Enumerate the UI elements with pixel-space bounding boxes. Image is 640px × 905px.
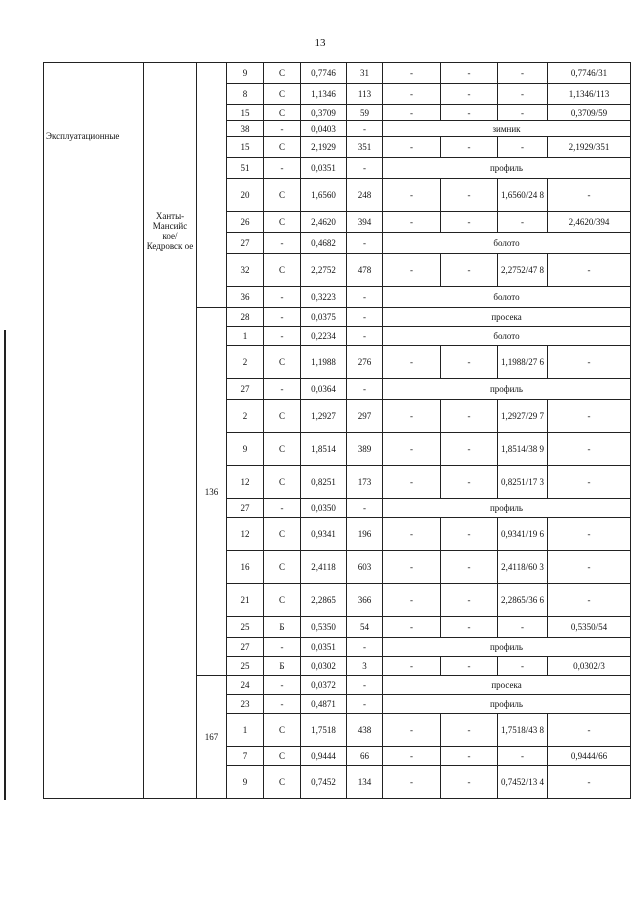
category-code-cell: - (264, 379, 301, 400)
value-c-cell: 1,6560/24 8 (498, 179, 548, 212)
vydel-number-cell: 12 (227, 466, 264, 499)
area-cell: 0,4682 (301, 233, 347, 254)
value-c-cell: 2,2865/36 6 (498, 584, 548, 617)
category-code-cell: С (264, 84, 301, 105)
value-d-cell: - (548, 433, 631, 466)
kvartal-cell (197, 63, 227, 308)
volume-cell: 196 (347, 518, 383, 551)
value-c-cell: 0,7452/13 4 (498, 766, 548, 799)
vydel-number-cell: 23 (227, 695, 264, 714)
area-cell: 0,3223 (301, 287, 347, 308)
value-b-cell: - (441, 105, 498, 121)
category-code-cell: С (264, 466, 301, 499)
category-code-cell: - (264, 287, 301, 308)
value-d-cell: 2,4620/394 (548, 212, 631, 233)
volume-cell: 297 (347, 400, 383, 433)
value-c-cell: - (498, 63, 548, 84)
vydel-number-cell: 16 (227, 551, 264, 584)
value-b-cell: - (441, 747, 498, 766)
value-d-cell: 1,1346/113 (548, 84, 631, 105)
area-cell: 0,2234 (301, 327, 347, 346)
volume-cell: - (347, 327, 383, 346)
value-d-cell: 0,0302/3 (548, 657, 631, 676)
vydel-number-cell: 27 (227, 379, 264, 400)
kvartal-cell: 136 (197, 308, 227, 676)
volume-cell: - (347, 158, 383, 179)
value-d-cell: 2,1929/351 (548, 137, 631, 158)
value-c-cell: - (498, 657, 548, 676)
value-a-cell: - (383, 137, 441, 158)
value-a-cell: - (383, 617, 441, 638)
value-c-cell: 2,4118/60 3 (498, 551, 548, 584)
category-code-cell: Б (264, 657, 301, 676)
area-cell: 0,0375 (301, 308, 347, 327)
volume-cell: - (347, 121, 383, 137)
volume-cell: 173 (347, 466, 383, 499)
category-code-cell: С (264, 747, 301, 766)
area-cell: 1,8514 (301, 433, 347, 466)
area-cell: 0,7452 (301, 766, 347, 799)
value-a-cell: - (383, 714, 441, 747)
category-code-cell: С (264, 63, 301, 84)
volume-cell: 276 (347, 346, 383, 379)
value-a-cell: - (383, 346, 441, 379)
area-cell: 0,0350 (301, 499, 347, 518)
area-cell: 0,9341 (301, 518, 347, 551)
category-code-cell: С (264, 714, 301, 747)
value-a-cell: - (383, 766, 441, 799)
table-body (44, 63, 631, 799)
vydel-number-cell: 32 (227, 254, 264, 287)
volume-cell: 54 (347, 617, 383, 638)
vydel-number-cell: 51 (227, 158, 264, 179)
volume-cell: 66 (347, 747, 383, 766)
category-code-cell: С (264, 105, 301, 121)
category-code-cell: С (264, 346, 301, 379)
category-code-cell: С (264, 137, 301, 158)
region-cell: Ханты-Мансийс кое/ Кедровск ое (144, 63, 197, 799)
value-d-cell: - (548, 179, 631, 212)
area-cell: 2,2865 (301, 584, 347, 617)
vydel-number-cell: 15 (227, 137, 264, 158)
volume-cell: 59 (347, 105, 383, 121)
vydel-number-cell: 15 (227, 105, 264, 121)
volume-cell: 351 (347, 137, 383, 158)
value-b-cell: - (441, 137, 498, 158)
value-a-cell: - (383, 657, 441, 676)
category-cell: Эксплуатационные (44, 63, 144, 799)
value-c-cell: - (498, 105, 548, 121)
scan-edge-line (4, 330, 6, 800)
value-a-cell: - (383, 466, 441, 499)
value-d-cell: 0,7746/31 (548, 63, 631, 84)
value-c-cell: 0,9341/19 6 (498, 518, 548, 551)
vydel-number-cell: 9 (227, 433, 264, 466)
vydel-number-cell: 27 (227, 499, 264, 518)
vydel-number-cell: 1 (227, 714, 264, 747)
vydel-number-cell: 20 (227, 179, 264, 212)
area-cell: 0,5350 (301, 617, 347, 638)
vydel-number-cell: 12 (227, 518, 264, 551)
value-b-cell: - (441, 433, 498, 466)
kvartal-cell: 167 (197, 676, 227, 799)
forest-data-table (43, 62, 631, 799)
area-cell: 0,0302 (301, 657, 347, 676)
value-c-cell: 1,7518/43 8 (498, 714, 548, 747)
value-d-cell: 0,9444/66 (548, 747, 631, 766)
value-c-cell: - (498, 212, 548, 233)
merged-note-cell: болото (383, 233, 631, 254)
volume-cell: - (347, 695, 383, 714)
value-c-cell: 1,2927/29 7 (498, 400, 548, 433)
value-b-cell: - (441, 63, 498, 84)
value-b-cell: - (441, 400, 498, 433)
value-c-cell: - (498, 84, 548, 105)
value-c-cell: - (498, 747, 548, 766)
vydel-number-cell: 25 (227, 657, 264, 676)
area-cell: 0,7746 (301, 63, 347, 84)
value-b-cell: - (441, 84, 498, 105)
volume-cell: - (347, 379, 383, 400)
volume-cell: - (347, 676, 383, 695)
area-cell: 0,8251 (301, 466, 347, 499)
area-cell: 0,0351 (301, 158, 347, 179)
category-code-cell: - (264, 638, 301, 657)
area-cell: 2,2752 (301, 254, 347, 287)
merged-note-cell: профиль (383, 638, 631, 657)
volume-cell: - (347, 499, 383, 518)
vydel-number-cell: 38 (227, 121, 264, 137)
value-d-cell: - (548, 714, 631, 747)
category-code-cell: - (264, 233, 301, 254)
merged-note-cell: болото (383, 287, 631, 308)
category-code-cell: - (264, 499, 301, 518)
vydel-number-cell: 27 (227, 233, 264, 254)
merged-note-cell: профиль (383, 158, 631, 179)
volume-cell: - (347, 287, 383, 308)
vydel-number-cell: 28 (227, 308, 264, 327)
value-b-cell: - (441, 518, 498, 551)
value-c-cell: 0,8251/17 3 (498, 466, 548, 499)
value-b-cell: - (441, 766, 498, 799)
vydel-number-cell: 36 (227, 287, 264, 308)
value-b-cell: - (441, 714, 498, 747)
volume-cell: 113 (347, 84, 383, 105)
value-a-cell: - (383, 212, 441, 233)
value-a-cell: - (383, 400, 441, 433)
value-d-cell: - (548, 551, 631, 584)
page-number: 13 (314, 37, 326, 49)
volume-cell: - (347, 233, 383, 254)
category-code-cell: - (264, 121, 301, 137)
area-cell: 2,4620 (301, 212, 347, 233)
vydel-number-cell: 9 (227, 766, 264, 799)
value-c-cell: 1,1988/27 6 (498, 346, 548, 379)
category-code-cell: - (264, 308, 301, 327)
value-d-cell: - (548, 518, 631, 551)
value-d-cell: - (548, 254, 631, 287)
category-code-cell: Б (264, 617, 301, 638)
value-a-cell: - (383, 551, 441, 584)
category-code-cell: С (264, 584, 301, 617)
vydel-number-cell: 26 (227, 212, 264, 233)
category-code-cell: - (264, 695, 301, 714)
value-b-cell: - (441, 212, 498, 233)
value-b-cell: - (441, 179, 498, 212)
value-b-cell: - (441, 584, 498, 617)
value-a-cell: - (383, 518, 441, 551)
category-code-cell: С (264, 766, 301, 799)
category-code-cell: С (264, 551, 301, 584)
volume-cell: 389 (347, 433, 383, 466)
category-code-cell: - (264, 676, 301, 695)
category-code-cell: С (264, 254, 301, 287)
area-cell: 0,4871 (301, 695, 347, 714)
value-a-cell: - (383, 433, 441, 466)
value-d-cell: - (548, 400, 631, 433)
vydel-number-cell: 1 (227, 327, 264, 346)
value-b-cell: - (441, 346, 498, 379)
area-cell: 0,0351 (301, 638, 347, 657)
value-a-cell: - (383, 63, 441, 84)
merged-note-cell: просека (383, 308, 631, 327)
value-d-cell: - (548, 584, 631, 617)
merged-note-cell: профиль (383, 379, 631, 400)
category-code-cell: С (264, 179, 301, 212)
category-code-cell: С (264, 212, 301, 233)
value-c-cell: - (498, 617, 548, 638)
value-a-cell: - (383, 105, 441, 121)
value-c-cell: 2,2752/47 8 (498, 254, 548, 287)
value-b-cell: - (441, 254, 498, 287)
value-a-cell: - (383, 747, 441, 766)
value-a-cell: - (383, 179, 441, 212)
category-code-cell: - (264, 158, 301, 179)
volume-cell: 366 (347, 584, 383, 617)
area-cell: 1,6560 (301, 179, 347, 212)
area-cell: 1,1988 (301, 346, 347, 379)
volume-cell: 478 (347, 254, 383, 287)
volume-cell: 248 (347, 179, 383, 212)
table-row (44, 63, 631, 84)
value-d-cell: - (548, 766, 631, 799)
value-d-cell: - (548, 346, 631, 379)
category-code-cell: С (264, 400, 301, 433)
value-c-cell: 1,8514/38 9 (498, 433, 548, 466)
area-cell: 1,2927 (301, 400, 347, 433)
area-cell: 2,4118 (301, 551, 347, 584)
value-a-cell: - (383, 84, 441, 105)
vydel-number-cell: 2 (227, 400, 264, 433)
volume-cell: 134 (347, 766, 383, 799)
vydel-number-cell: 24 (227, 676, 264, 695)
value-d-cell: 0,3709/59 (548, 105, 631, 121)
area-cell: 2,1929 (301, 137, 347, 158)
category-code-cell: С (264, 433, 301, 466)
category-code-cell: С (264, 518, 301, 551)
value-b-cell: - (441, 617, 498, 638)
category-code-cell: - (264, 327, 301, 346)
value-c-cell: - (498, 137, 548, 158)
vydel-number-cell: 27 (227, 638, 264, 657)
volume-cell: 3 (347, 657, 383, 676)
vydel-number-cell: 7 (227, 747, 264, 766)
value-d-cell: - (548, 466, 631, 499)
merged-note-cell: болото (383, 327, 631, 346)
vydel-number-cell: 9 (227, 63, 264, 84)
merged-note-cell: профиль (383, 499, 631, 518)
value-b-cell: - (441, 466, 498, 499)
volume-cell: 438 (347, 714, 383, 747)
area-cell: 0,9444 (301, 747, 347, 766)
value-a-cell: - (383, 584, 441, 617)
area-cell: 0,3709 (301, 105, 347, 121)
value-a-cell: - (383, 254, 441, 287)
vydel-number-cell: 25 (227, 617, 264, 638)
vydel-number-cell: 8 (227, 84, 264, 105)
volume-cell: - (347, 308, 383, 327)
area-cell: 1,7518 (301, 714, 347, 747)
merged-note-cell: зимник (383, 121, 631, 137)
volume-cell: - (347, 638, 383, 657)
area-cell: 1,1346 (301, 84, 347, 105)
area-cell: 0,0372 (301, 676, 347, 695)
area-cell: 0,0364 (301, 379, 347, 400)
value-b-cell: - (441, 551, 498, 584)
value-b-cell: - (441, 657, 498, 676)
area-cell: 0,0403 (301, 121, 347, 137)
vydel-number-cell: 2 (227, 346, 264, 379)
vydel-number-cell: 21 (227, 584, 264, 617)
merged-note-cell: просека (383, 676, 631, 695)
volume-cell: 31 (347, 63, 383, 84)
merged-note-cell: профиль (383, 695, 631, 714)
volume-cell: 603 (347, 551, 383, 584)
value-d-cell: 0,5350/54 (548, 617, 631, 638)
volume-cell: 394 (347, 212, 383, 233)
